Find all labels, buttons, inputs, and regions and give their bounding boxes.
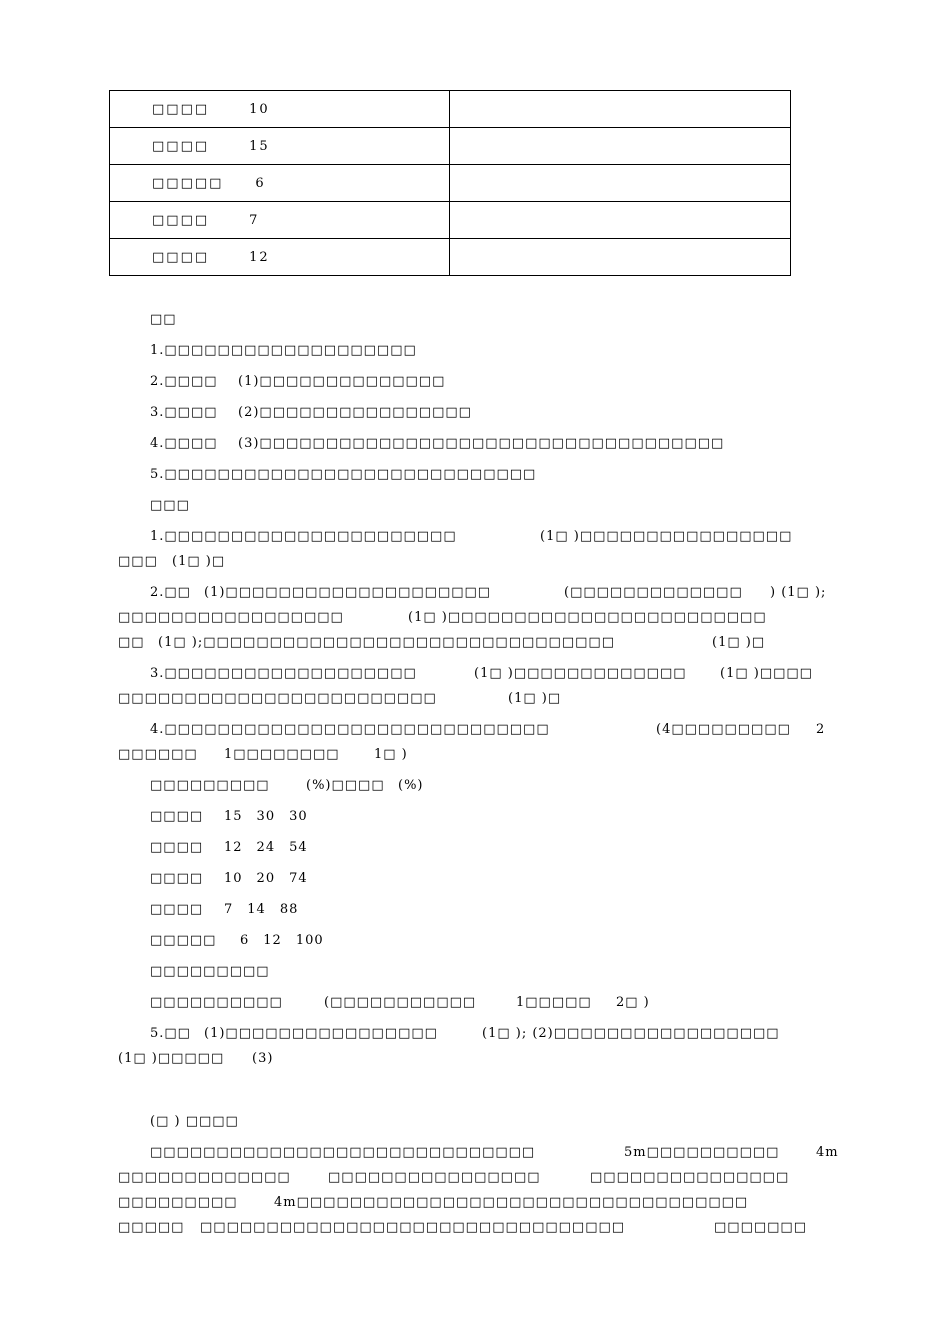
text-segment: □□□□ xyxy=(150,809,204,824)
text-segment: 6 12 100 xyxy=(240,933,324,948)
table-cell-empty xyxy=(450,239,791,276)
table-row xyxy=(110,91,791,128)
text-segment: 4.□□□□ xyxy=(150,436,218,451)
row-label: □□□□ xyxy=(152,249,210,265)
table-cell-empty xyxy=(450,128,791,165)
table-row xyxy=(110,128,791,165)
row-label: □□□□ xyxy=(152,138,210,154)
text-segment: 1□ ) xyxy=(374,747,408,762)
text-segment: (1)□□□□□□□□□□□□□□ xyxy=(238,374,446,389)
text-segment: □□□□□□□□□□□□□□□□□□□□□□□□□□□□□□□□ xyxy=(200,1220,626,1235)
row-label: □□□□□ xyxy=(152,175,224,191)
row-value: 6 xyxy=(255,175,266,191)
text-segment: 3.□□□□□□□□□□□□□□□□□□□ xyxy=(150,666,417,681)
row-label: □□□□ xyxy=(152,101,210,117)
table-cell-label xyxy=(110,128,450,165)
table-cell-label xyxy=(110,91,450,128)
text-segment: 5.□□ xyxy=(150,1026,191,1041)
text-segment: □□□□□ xyxy=(118,1220,185,1235)
text-segment: (1□ )□ xyxy=(508,691,562,706)
text-segment: □□□ xyxy=(118,554,158,569)
row-value: 15 xyxy=(249,138,270,154)
table-cell-label xyxy=(110,202,450,239)
table-row xyxy=(110,165,791,202)
text-segment: □□□□□□□□□□□□□□□ xyxy=(590,1170,790,1185)
text-segment: (1□ )□□□□□ xyxy=(118,1051,225,1066)
text-segment: 7 14 88 xyxy=(224,902,299,917)
text-segment: □□□□□□□□□□□□□□□□ xyxy=(328,1170,541,1185)
text-segment: (1)□□□□□□□□□□□□□□□□ xyxy=(204,1026,438,1041)
text-segment: □□ xyxy=(118,635,145,650)
text-segment: 2 xyxy=(816,722,826,737)
text-segment: □□□□□□□ xyxy=(714,1220,807,1235)
text-segment: (1□ )□□□□□□□□□□□□□□□□ xyxy=(540,529,793,544)
text-segment: (4□□□□□□□□□ xyxy=(656,722,791,737)
text-segment: (3)□□□□□□□□□□□□□□□□□□□□□□□□□□□□□□□□□□□ xyxy=(238,436,725,451)
text-segment: (%)□□□□ xyxy=(306,778,385,793)
row-value: 12 xyxy=(249,249,270,265)
text-segment: (□□□□□□□□□□□ xyxy=(324,995,477,1010)
text-segment: 2□ ) xyxy=(616,995,650,1010)
text-segment: (□□□□□□□□□□□□□ xyxy=(564,585,743,600)
text-segment: 2.□□□□ xyxy=(150,374,218,389)
text-segment: □□□□□□□□□□□□□□□□□□□□□□□□□□□□□ xyxy=(150,1145,536,1160)
text-segment: 4m□□□□□□□□□□□□□□□□□□□□□□□□□□□□□□□□□□ xyxy=(274,1195,749,1210)
text-segment: □□□□□□□□□ xyxy=(150,778,270,793)
table-row xyxy=(110,202,791,239)
text-segment: 10 20 74 xyxy=(224,871,308,886)
text-segment: □□□□□ xyxy=(150,933,217,948)
text-segment: ) (1□ ); xyxy=(770,585,827,600)
text-segment: □□ xyxy=(150,312,177,327)
table-cell-label xyxy=(110,239,450,276)
table-cell-empty xyxy=(450,165,791,202)
text-segment: 15 30 30 xyxy=(224,809,308,824)
text-segment: 1□□□□□□□□ xyxy=(224,747,340,762)
text-segment: (□ ) □□□□ xyxy=(150,1114,239,1129)
text-segment: 12 24 54 xyxy=(224,840,308,855)
text-segment: 4.□□□□□□□□□□□□□□□□□□□□□□□□□□□□□ xyxy=(150,722,550,737)
text-segment: 2.□□ xyxy=(150,585,191,600)
table-row xyxy=(110,239,791,276)
text-segment: □□□□ xyxy=(150,871,204,886)
text-segment: 1□□□□□ xyxy=(516,995,592,1010)
text-segment: (2)□□□□□□□□□□□□□□□□ xyxy=(238,405,472,420)
table-cell-label xyxy=(110,165,450,202)
text-segment: □□□□□□□□□□ xyxy=(150,995,283,1010)
text-segment: (1□ )□ xyxy=(712,635,766,650)
text-segment: □□□□ xyxy=(150,840,204,855)
text-segment: (1□ )□□□□ xyxy=(720,666,813,681)
text-segment: 3.□□□□ xyxy=(150,405,218,420)
text-segment: □□□□□□□□□□□□□□□□□□□□□□□□ xyxy=(118,691,437,706)
text-segment: (1□ )□ xyxy=(172,554,226,569)
text-segment: □□□□□□□□□ xyxy=(150,964,270,979)
text-segment: □□□□□□ xyxy=(118,747,198,762)
text-segment: (1□ ); (2)□□□□□□□□□□□□□□□□□ xyxy=(482,1026,780,1041)
text-segment: □□□□□□□□□□□□□□□□□ xyxy=(118,610,344,625)
text-segment: 5m□□□□□□□□□□ xyxy=(624,1145,780,1160)
text-segment: □□□□ xyxy=(150,902,204,917)
text-segment: (1)□□□□□□□□□□□□□□□□□□□□ xyxy=(204,585,492,600)
text-segment: □□□□□□□□□ xyxy=(118,1195,238,1210)
row-value: 7 xyxy=(249,212,260,228)
text-segment: 1.□□□□□□□□□□□□□□□□□□□ xyxy=(150,343,417,358)
text-segment: (3) xyxy=(252,1051,274,1066)
text-segment: □□□□□□□□□□□□□ xyxy=(118,1170,291,1185)
row-value: 10 xyxy=(249,101,270,117)
text-segment: 4m xyxy=(816,1145,839,1160)
text-segment: (1□ );□□□□□□□□□□□□□□□□□□□□□□□□□□□□□□□ xyxy=(158,635,615,650)
row-label: □□□□ xyxy=(152,212,210,228)
text-segment: □□□ xyxy=(150,498,190,513)
text-segment: 1.□□□□□□□□□□□□□□□□□□□□□□ xyxy=(150,529,457,544)
text-segment: (1□ )□□□□□□□□□□□□□□□□□□□□□□□□ xyxy=(408,610,767,625)
text-segment: (1□ )□□□□□□□□□□□□□ xyxy=(474,666,687,681)
table-cell-empty xyxy=(450,202,791,239)
summary-table xyxy=(109,90,791,276)
table-cell-empty xyxy=(450,91,791,128)
text-segment: 5.□□□□□□□□□□□□□□□□□□□□□□□□□□□□ xyxy=(150,467,537,482)
text-segment: (%) xyxy=(398,778,424,793)
